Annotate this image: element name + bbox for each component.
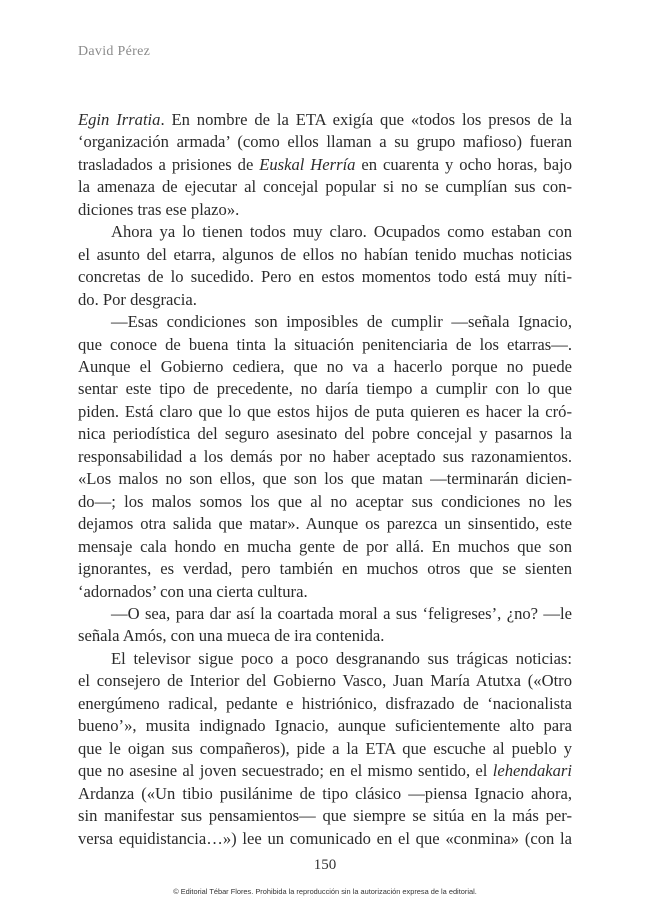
text-line: que conoce de buena tinta la situación penitenciaria de los etarras—. [78,334,572,354]
body-text [78,109,572,850]
text-line: trasladados a prisiones de Euskal Herría en cuarenta y ocho horas, bajo [78,154,572,174]
text-line: do. Por desgracia. [78,289,197,309]
text-line: Aunque el Gobierno cediera, que no va a hacerlo porque no puede [78,356,572,376]
text-line: el asunto del etarra, algunos de ellos no habían tenido muchas noticias [78,244,572,264]
text-line: energúmeno radical, pedante e histriónico, disfrazado de ‘nacionalista [78,693,572,713]
text-line: mensaje cala hondo en mucha gente de por allá. En muchos que son [78,536,572,556]
text-line: responsabilidad a los demás por no haber aceptado sus razonamientos. [78,446,572,466]
text-line: «Los malos no son ellos, que son los que matan —terminarán dicien- [78,469,572,489]
text-line: Ahora ya lo tienen todos muy claro. Ocupados como estaban con [111,222,572,242]
text-line: dejamos otra salida que matar». Aunque os parezca un sinsentido, este [78,514,572,534]
text-line: el consejero de Interior del Gobierno Vasco, Juan María Atutxa («Otro [78,671,572,691]
running-head: David Pérez [78,44,151,59]
text-line: sentar este tipo de precedente, no daría tiempo a cumplir con lo que [78,379,572,399]
text-line: piden. Está claro que lo que estos hijos de puta quieren es hacer la cró- [78,401,572,421]
text-line: —O sea, para dar así la coartada moral a sus ‘feligreses’, ¿no? —le [111,603,572,623]
text-line: nica periodística del seguro asesinato del pobre concejal y pasarnos la [78,424,572,444]
copyright-footer: © Editorial Tébar Flores. Prohibida la reproducción sin la autorización expresa de la editorial. [173,887,477,896]
text-line: sin manifestar sus pensamientos— que siempre se sitúa en la más per- [78,806,572,826]
text-line: versa equidistancia…») lee un comunicado en el que «conmina» (con la [78,828,572,848]
text-line: que le oigan sus compañeros), pide a la ETA que escuche al pueblo y [78,738,572,758]
text-line: ‘adornados’ con una cierta cultura. [78,581,308,601]
text-line: que no asesine al joven secuestrado; en el mismo sentido, el lehendakari [78,761,572,781]
text-line: ‘organización armada’ (como ellos llaman a su grupo mafioso) fueran [78,132,572,152]
text-line: señala Amós, con una mueca de ira contenida. [78,626,385,646]
text-line: Ardanza («Un tibio pusilánime de tipo clásico —piensa Ignacio ahora, [78,783,572,803]
text-line: El televisor sigue poco a poco desgranando sus trágicas noticias: [111,648,572,668]
text-line: concretas de lo sucedido. Pero en estos momentos todo está muy níti- [78,267,572,287]
text-line: do—; los malos somos los que al no aceptar sus condiciones no les [78,491,572,511]
page-number: 150 [313,857,337,873]
text-line: ignorantes, es verdad, pero también en muchos otros que se sienten [78,559,572,579]
text-line: diciones tras ese plazo». [78,199,240,219]
text-line: la amenaza de ejecutar al concejal popular si no se cumplían sus con- [78,177,572,197]
text-line: —Esas condiciones son imposibles de cumplir —señala Ignacio, [111,312,572,332]
text-line: bueno’», musita indignado Ignacio, aunque suficientemente alto para [78,716,572,736]
text-line: Egin Irratia. En nombre de la ETA exigía que «todos los presos de la [78,110,572,129]
